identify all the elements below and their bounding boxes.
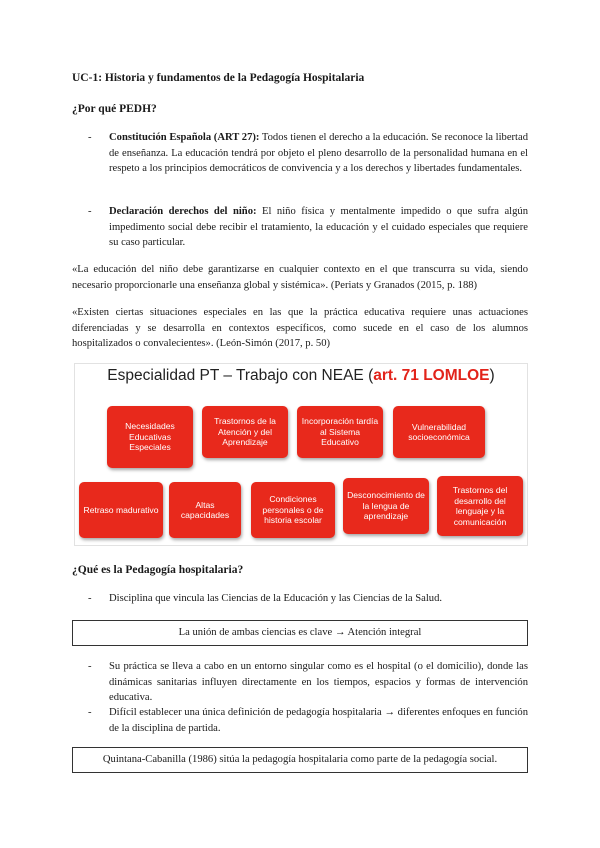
diagram-box: Altas capacidades bbox=[169, 482, 241, 538]
bullet-term: Declaración derechos del niño: bbox=[109, 206, 257, 217]
diagram-box: Desconocimiento de la lengua de aprendizaje bbox=[343, 478, 429, 534]
bullet-text: Todos tienen el derecho a la educación. Se reconoce la libertad de enseñanza. La educación tendrá por objeto el pleno desarrollo de la personalidad humana en el respeto a los principios democráticos de convivencia y a los derechos y libertades fundamentales. bbox=[109, 132, 528, 174]
diagram-title: Especialidad PT – Trabajo con NEAE (art. 71 LOMLOE) bbox=[107, 367, 495, 384]
bullet-dash: - bbox=[88, 707, 92, 718]
bullet-definicion bbox=[88, 705, 528, 736]
diagram-box: Trastornos de la Atención y del Aprendizaje bbox=[202, 406, 288, 458]
bullet-text: Su práctica se lleva a cabo en un entorno singular como es el hospital (o el domicilio), donde las dinámicas sanitarias influyen directamente en los tiempos, espacios y formas de intervención educativa. bbox=[109, 661, 528, 703]
diagram-box: Retraso madurativo bbox=[79, 482, 163, 538]
bullet-practica bbox=[88, 659, 528, 706]
bullet-declaracion bbox=[88, 204, 528, 251]
diagram-box: Necesidades Educativas Especiales bbox=[107, 406, 193, 468]
diagram-box: Incorporación tardía al Sistema Educativo bbox=[297, 406, 383, 458]
bullet-dash: - bbox=[88, 206, 92, 217]
bullet-dash: - bbox=[88, 661, 92, 672]
document-title: UC-1: Historia y fundamentos de la Pedagogía Hospitalaria bbox=[72, 72, 365, 84]
bullet-constitucion bbox=[88, 130, 528, 177]
diagram-box: Vulnerabilidad socioeconómica bbox=[393, 406, 485, 458]
bullet-dash: - bbox=[88, 132, 92, 143]
bullet-text: El niño física y mentalmente impedido o que sufra algún impedimento social debe recibir el tratamiento, la educación y el cuidado especiales que requiere su caso particular. bbox=[109, 206, 528, 248]
diagram-box: Condiciones personales o de historia escolar bbox=[251, 482, 335, 538]
bullet-disciplina bbox=[88, 591, 528, 607]
quote-leon-simon: «Existen ciertas situaciones especiales en las que la práctica educativa requiere unas actuaciones diferenciadas y se desarrolla en contextos específicos, como sucede en el caso de los alumnos hospitalizados o convalecientes». (León-Simón (2017, p. 50) bbox=[72, 307, 528, 349]
section-title-que-es: ¿Qué es la Pedagogía hospitalaria? bbox=[72, 564, 244, 576]
framed-note-atencion-integral: La unión de ambas ciencias es clave → Atención integral bbox=[72, 620, 528, 646]
quote-periats: «La educación del niño debe garantizarse en cualquier contexto en el que transcurra su vida, siendo necesario proporcionarle una enseñanza global y sistémica». (Periats y Granados (2015, p. 188) bbox=[72, 264, 528, 291]
bullet-text: Disciplina que vincula las Ciencias de la Educación y las Ciencias de la Salud. bbox=[109, 593, 443, 604]
diagram-box: Trastornos del desarrollo del lenguaje y la comunicación bbox=[437, 476, 523, 536]
framed-note-quintana: Quintana-Cabanilla (1986) sitúa la pedagogía hospitalaria como parte de la pedagogía social. bbox=[72, 747, 528, 773]
bullet-text: Difícil establecer una única definición de pedagogía hospitalaria → diferentes enfoques en función de la disciplina de partida. bbox=[109, 707, 528, 734]
section-title-por-que: ¿Por qué PEDH? bbox=[72, 103, 157, 115]
bullet-dash: - bbox=[88, 593, 92, 604]
bullet-term: Constitución Española (ART 27): bbox=[109, 132, 260, 143]
neae-diagram bbox=[74, 363, 528, 546]
